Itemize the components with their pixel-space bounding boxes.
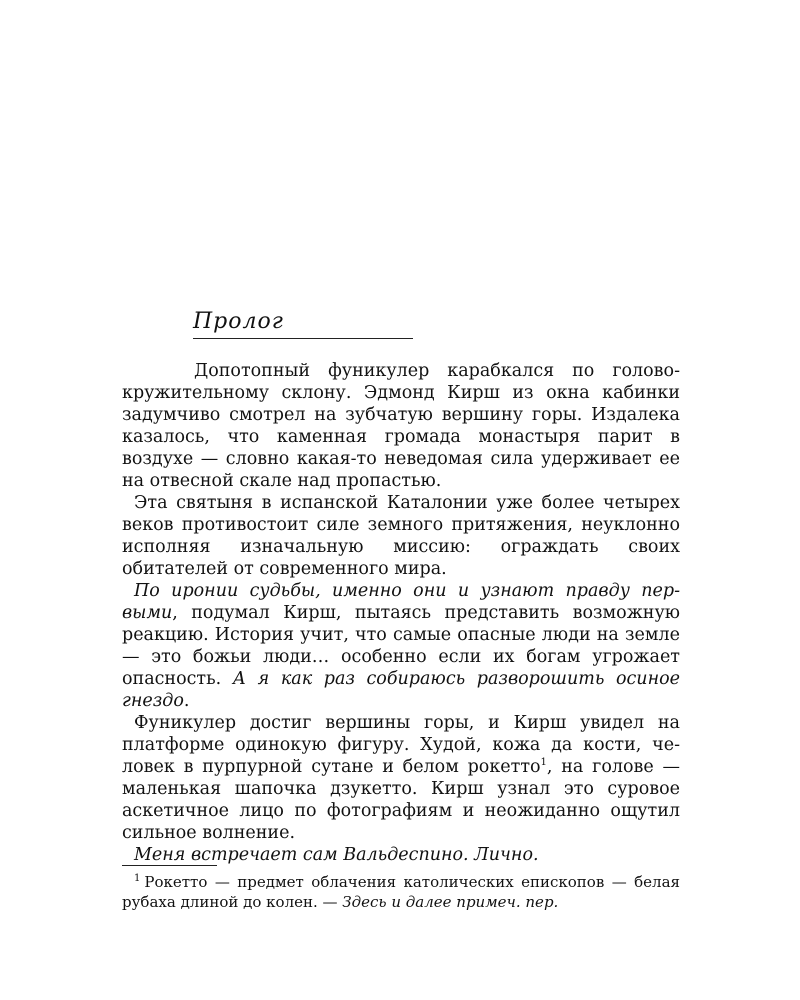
paragraph-4 [122, 712, 680, 844]
paragraph-4-start: Фуникулер достиг вершины горы, и Кирш увидел на платформе одинокую фигуру. Худой, кожа да кости, человек в пурпурной сутане и белом рокетто [122, 713, 680, 777]
paragraph-3 [122, 580, 680, 712]
paragraph-3-regular: , подумал Кирш, пытаясь представить возможную реакцию. История учит, что самые опасные люди на земле — это божьи люди… особенно если их богам угрожает опасность. [122, 603, 680, 689]
body-text [122, 360, 680, 866]
footnote-text: Рокетто — предмет облачения католических епископов — белая рубаха длиной до колен. — [122, 873, 680, 911]
footnote-marker: 1 [134, 873, 141, 884]
paragraph-5: Меня встречает сам Вальдеспино. Лично. [134, 845, 539, 865]
paragraph-3-end: . [183, 691, 190, 711]
paragraph-1: Допотопный фуникулер карабкался по головокружительному склону. Эдмонд Кирш из окна кабинки задумчиво смотрел на зубчатую вершину горы. Издалека казалось, что каменная громада монастыря парит в воздухе — словно какая-то неведомая сила удерживает ее на отвесной скале над пропастью. [122, 361, 680, 491]
footnote-text-italic: Здесь и далее примеч. пер. [342, 893, 559, 911]
footnote-reference[interactable]: 1 [540, 757, 547, 769]
paragraph-3-italic-end: А я как раз собираюсь разворошить осиное гнездо [122, 669, 680, 711]
paragraph-2: Эта святыня в испанской Каталонии уже более четырех веков противостоит силе земного притяжения, неуклонно исполняя изначальную миссию: ограждать своих обитателей от современного мира. [122, 493, 680, 579]
paragraph-4-end: , на голове — маленькая шапочка дзукетто. Кирш узнал это суровое аскетичное лицо по фотографиям и неожиданно ощутил сильное волнение. [122, 757, 681, 843]
footnote [122, 872, 680, 912]
chapter-title: Пролог [193, 308, 413, 339]
footnote-divider [122, 865, 217, 866]
paragraph-3-italic: По иронии судьбы, именно они и узнают правду первыми [122, 581, 680, 623]
